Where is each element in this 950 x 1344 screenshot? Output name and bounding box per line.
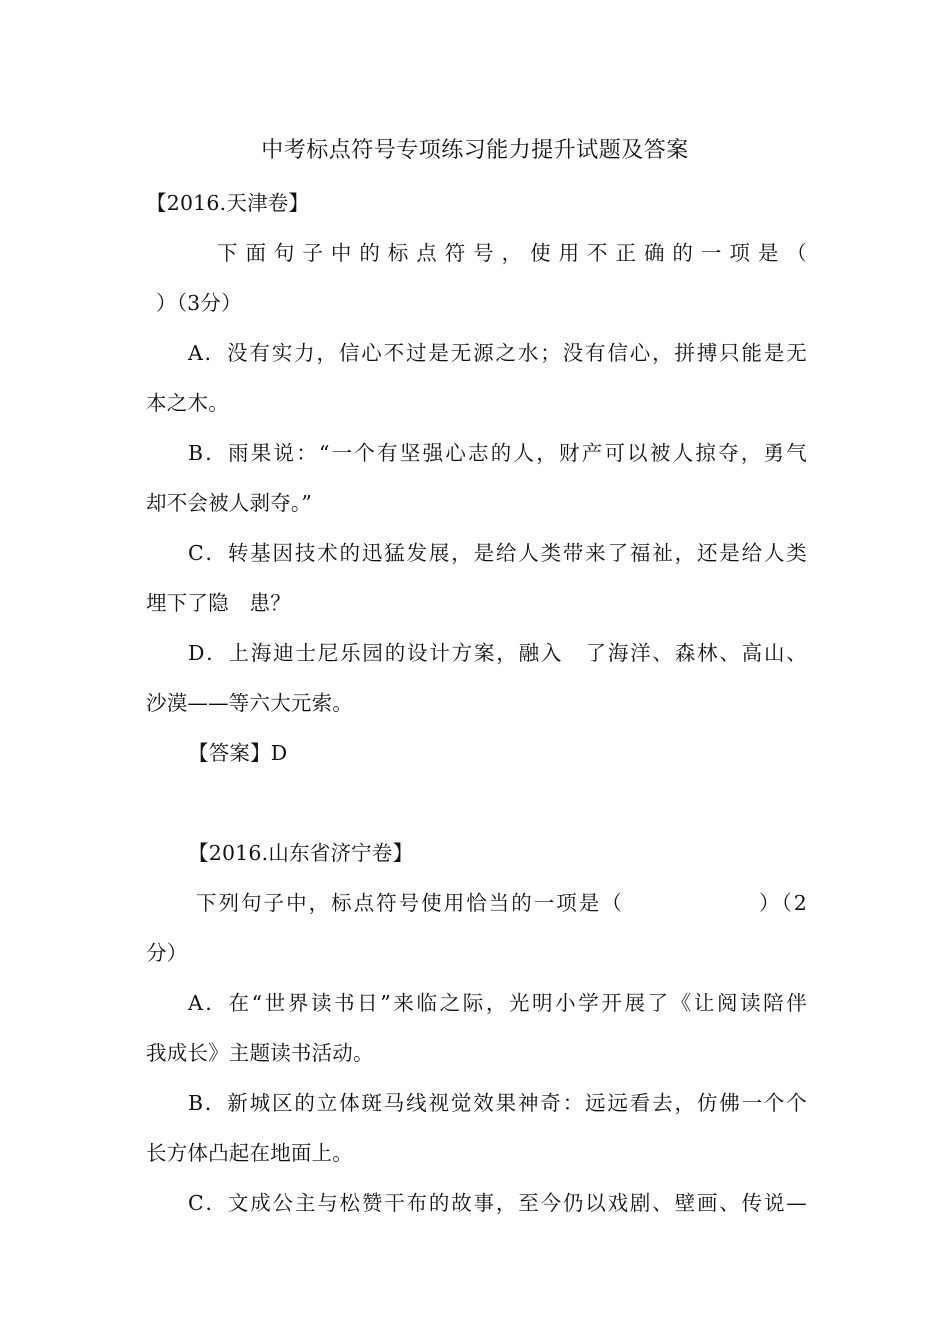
section1-option-d-line2: 沙漠——等六大元索。 (146, 691, 353, 715)
section1-option-c-line2: 埋下了隐 患？ (146, 591, 291, 615)
page-title: 中考标点符号专项练习能力提升试题及答案 (261, 138, 689, 163)
section2-option-a-line1: A．在“世界读书日”来临之际，光明小学开展了《让阅读陪伴 (188, 991, 807, 1015)
section1-option-b-line2: 却不会被人剥夺。” (146, 491, 313, 515)
section1-option-b-line1: B．雨果说：“一个有坚强心志的人，财产可以被人掠夺，勇气 (188, 441, 807, 465)
section1-answer: 【答案】D (188, 741, 288, 765)
section2-question-line2: 分） (146, 941, 188, 965)
section2-option-b-line2: 长方体凸起在地面上。 (146, 1141, 353, 1165)
section1-option-a-line1: A．没有实力，信心不过是无源之水；没有信心，拼搏只能是无 (188, 341, 807, 365)
section2-header: 【2016.山东省济宁卷】 (188, 841, 414, 865)
section2-option-c-line1: C．文成公主与松赞干布的故事，至今仍以戏剧、壁画、传说— (188, 1191, 807, 1215)
section2-option-a-line2: 我成长》主题读书活动。 (146, 1041, 374, 1065)
section2-question-line1: 下列句子中，标点符号使用恰当的一项是（ ）（2 (196, 891, 807, 915)
section2-option-b-line1: B．新城区的立体斑马线视觉效果神奇：远远看去，仿佛一个个 (188, 1091, 807, 1115)
section1-header: 【2016.天津卷】 (146, 191, 310, 215)
section1-question-line1: 下面句子中的标点符号，使用不正确的一项是（ (217, 241, 807, 265)
section1-option-d-line1: D．上海迪士尼乐园的设计方案，融入 了海洋、森林、高山、 (188, 641, 807, 665)
section1-question-line2: ）（3分） (156, 291, 242, 315)
section1-option-a-line2: 本之木。 (146, 391, 229, 415)
section1-option-c-line1: C．转基因技术的迅猛发展，是给人类带来了福祉，还是给人类 (188, 541, 807, 565)
